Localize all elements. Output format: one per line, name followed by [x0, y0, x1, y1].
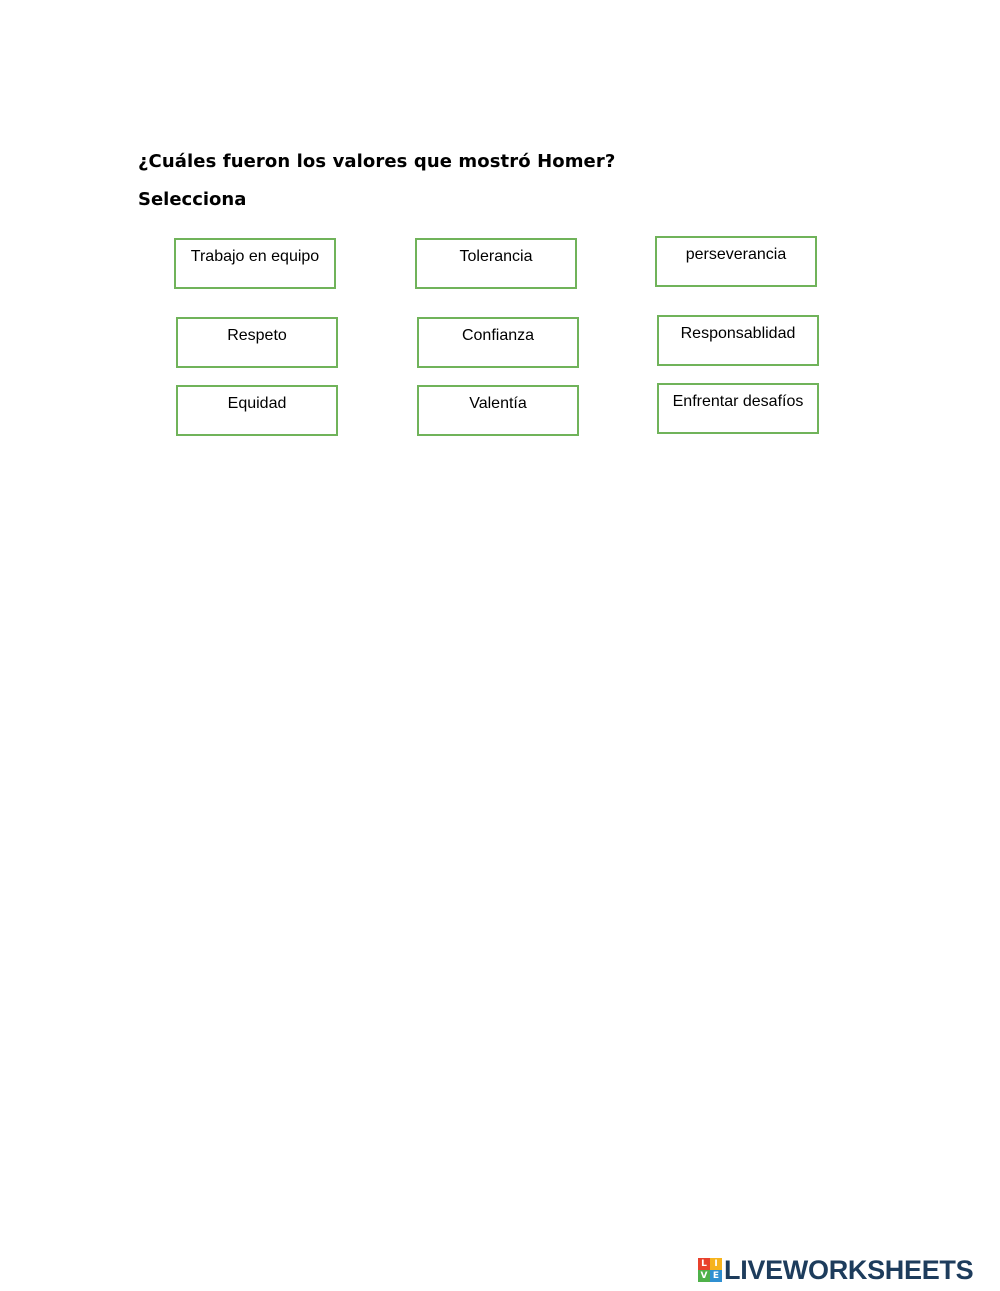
- option-perseverancia[interactable]: perseverancia: [655, 236, 817, 287]
- option-equidad[interactable]: Equidad: [176, 385, 338, 436]
- option-enfrentar-desafios[interactable]: Enfrentar desafíos: [657, 383, 819, 434]
- option-valentia[interactable]: Valentía: [417, 385, 579, 436]
- option-confianza[interactable]: Confianza: [417, 317, 579, 368]
- instruction-text: Selecciona: [138, 189, 247, 210]
- option-responsablidad[interactable]: Responsablidad: [657, 315, 819, 366]
- logo-letter-e: E: [710, 1270, 722, 1282]
- question-text: ¿Cuáles fueron los valores que mostró Homer?: [138, 151, 616, 172]
- liveworksheets-logo: [698, 1256, 973, 1284]
- option-tolerancia[interactable]: Tolerancia: [415, 238, 577, 289]
- option-respeto[interactable]: Respeto: [176, 317, 338, 368]
- logo-letter-l: L: [698, 1258, 710, 1270]
- option-trabajo-en-equipo[interactable]: Trabajo en equipo: [174, 238, 336, 289]
- live-logo-icon: [698, 1258, 722, 1282]
- logo-letter-v: V: [698, 1270, 710, 1282]
- logo-letter-i: I: [710, 1258, 722, 1270]
- logo-wordmark: LIVEWORKSHEETS: [724, 1255, 974, 1285]
